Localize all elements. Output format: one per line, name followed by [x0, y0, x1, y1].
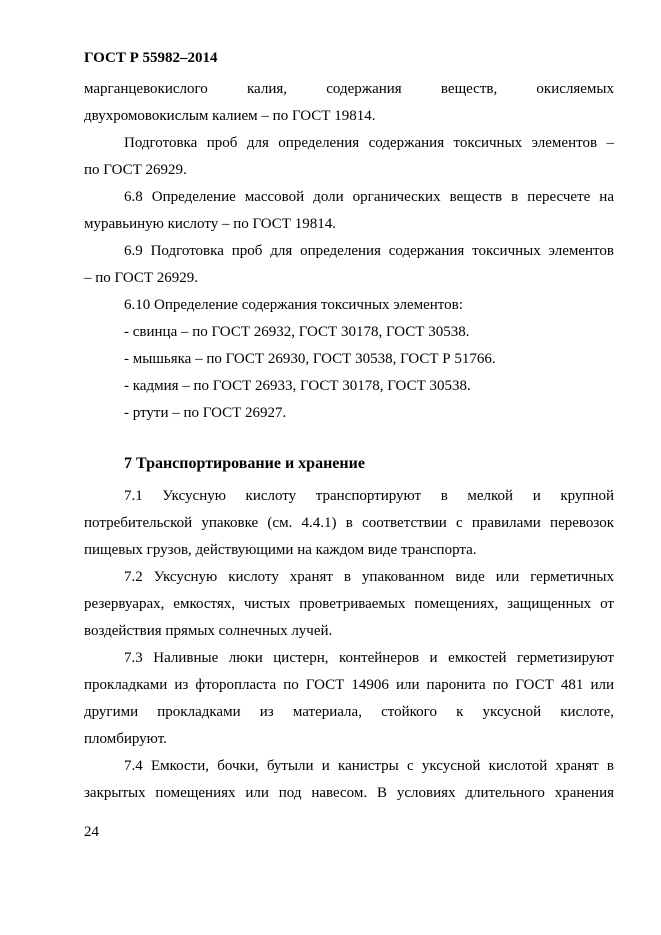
text-line: пломбируют.	[84, 731, 167, 747]
text-line: 7.3 Наливные люки цистерн, контейнеров и емкостей герметизируют	[124, 650, 614, 666]
text-line: 6.8 Определение массовой доли органических веществ в пересчете на	[124, 189, 614, 205]
text-line: 7.4 Емкости, бочки, бутыли и канистры с уксусной кислотой хранят в	[124, 758, 614, 774]
text-line: прокладками из фторопласта по ГОСТ 14906 или паронита по ГОСТ 481 или	[84, 677, 614, 693]
list-item: - свинца – по ГОСТ 26932, ГОСТ 30178, ГОСТ 30538.	[124, 324, 470, 340]
text-line: другими прокладками из материала, стойкого к уксусной кислоте,	[84, 704, 614, 720]
list-item: - ртути – по ГОСТ 26927.	[124, 405, 287, 421]
list-item: - мышьяка – по ГОСТ 26930, ГОСТ 30538, ГОСТ Р 51766.	[124, 351, 496, 367]
text-line: – по ГОСТ 26929.	[84, 270, 199, 286]
text-line: пищевых грузов, действующими на каждом виде транспорта.	[84, 542, 477, 558]
text-line: 7.2 Уксусную кислоту хранят в упакованном виде или герметичных	[124, 569, 614, 585]
text-line: Подготовка проб для определения содержания токсичных элементов –	[124, 135, 614, 151]
text-line: потребительской упаковке (см. 4.4.1) в соответствии с правилами перевозок	[84, 515, 614, 531]
page-number: 24	[84, 824, 99, 840]
text-line: 6.10 Определение содержания токсичных элементов:	[124, 297, 463, 313]
text-line: муравьиную кислоту – по ГОСТ 19814.	[84, 216, 336, 232]
text-line: 7.1 Уксусную кислоту транспортируют в мелкой и крупной	[124, 488, 614, 504]
section-heading: 7 Транспортирование и хранение	[124, 455, 365, 472]
text-line: 6.9 Подготовка проб для определения содержания токсичных элементов	[124, 243, 614, 259]
text-line: резервуарах, емкостях, чистых проветриваемых помещениях, защищенных от	[84, 596, 614, 612]
list-item: - кадмия – по ГОСТ 26933, ГОСТ 30178, ГОСТ 30538.	[124, 378, 471, 394]
text-line: марганцевокислого калия, содержания веществ, окисляемых	[84, 81, 614, 97]
text-line: воздействия прямых солнечных лучей.	[84, 623, 333, 639]
text-line: по ГОСТ 26929.	[84, 162, 187, 178]
text-line: закрытых помещениях или под навесом. В условиях длительного хранения	[84, 785, 614, 801]
text-line: двухромовокислым калием – по ГОСТ 19814.	[84, 108, 376, 124]
page-header-title: ГОСТ Р 55982–2014	[84, 50, 218, 66]
